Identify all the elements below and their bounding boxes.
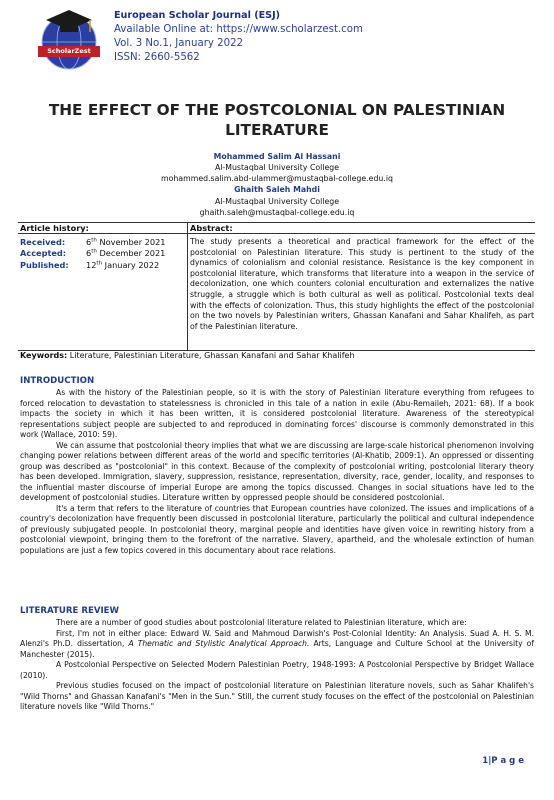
accepted-date: 6th December 2021 bbox=[86, 248, 166, 258]
logo-text: ScholarZest bbox=[47, 47, 91, 55]
column-divider bbox=[187, 223, 188, 350]
paragraph: A Postcolonial Perspective on Selected Modern Palestinian Poetry, 1948-1993: A Postcolonial Perspective by Bridget Wallace (2010). bbox=[20, 660, 534, 680]
journal-issn: ISSN: 2660-5562 bbox=[114, 52, 200, 63]
section-heading-introduction: INTRODUCTION bbox=[20, 376, 95, 386]
graduation-cap-globe-icon bbox=[34, 6, 104, 74]
author-name: Ghaith Saleh Mahdi bbox=[234, 185, 320, 194]
keywords-label: Keywords: bbox=[20, 351, 68, 360]
journal-volume: Vol. 3 No.1, January 2022 bbox=[114, 38, 244, 49]
author-affiliation: Al-Mustaqbal University College bbox=[214, 163, 340, 172]
paragraph: As with the history of the Palestinian people, so it is with the story of Palestinian literature everything from refugees to forced relocation to devastation to statelessness is chronicled in this tale of a nation in exile (Abu-Remaileh, 2021: 68). If a book impacts the society in which it has been written, it is considered postcolonial literature. Awareness of the stereotypical representations subject people are subjected to and reproduced in dominating forces' discourse is commonly demonstrated in this work (Wallace, 2010: 59). bbox=[20, 388, 534, 439]
keywords-text: Literature, Palestinian Literature, Ghassan Kanafani and Sahar Khalifeh bbox=[67, 351, 355, 360]
paper-title: THE EFFECT OF THE POSTCOLONIAL ON PALESTINIAN LITERATURE bbox=[48, 101, 506, 139]
published-date: 12th January 2022 bbox=[86, 260, 160, 270]
paragraph: First, I'm not in either place: Edward W. Said and Mahmoud Darwish's Post-Colonial Identity: An Analysis. Suad A. H. S. M. Alenzi's Ph.D. dissertation, A Thematic and Stylistic Analytical Approach. Arts, Language and Culture School at the University of Manchester (2015). bbox=[20, 628, 534, 659]
paragraph: Previous studies focused on the impact of postcolonial literature on Palestinian literature novels, such as Sahar Khalifeh's "Wild Thorns" and Ghassan Kanafani's "Men in the Sun." Still, the current study focuses on the effect of the postcolonial on Palestinian literature novels like "Wild Thorns." bbox=[20, 681, 534, 711]
author-email[interactable]: ghaith.saleh@mustaqbal-college.edu.iq bbox=[199, 208, 355, 217]
paragraph: We can assume that postcolonial theory implies that what we are discussing are large-scale historical phenomenon involving changing power relations between different areas of the world and specific territories (Al-Khatib, 2009:1). An oppressed or dissenting group was described as "postcolonial" in this context. Because of the complexity of postcolonial writing, postcolonial literary theory has been developed. Immigration, slavery, suppression, resistance, representation, diversity, race, gender, locality, and responses to the influential master discourse of imperial Europe are among the topics discussed. Changes in social situations have led to the development of postcolonial studies. Literature written by oppressed people should be considered postcolonial. bbox=[20, 440, 534, 502]
received-label: Received: bbox=[20, 237, 66, 247]
author-affiliation: Al-Mustaqbal University College bbox=[214, 197, 340, 206]
author-email[interactable]: mohammed.salim.abd-ulammer@mustaqbal-college.edu.iq bbox=[161, 174, 393, 183]
received-date: 6th November 2021 bbox=[86, 237, 166, 247]
page-number: 1|P a g e bbox=[482, 756, 524, 766]
abstract-heading: Abstract: bbox=[190, 223, 233, 233]
journal-logo bbox=[34, 6, 104, 74]
article-history-heading: Article history: bbox=[20, 223, 89, 233]
introduction-body bbox=[20, 388, 534, 556]
paragraph: There are a number of good studies about postcolonial literature related to Palestinian literature, which are: bbox=[56, 618, 467, 627]
journal-name: European Scholar Journal (ESJ) bbox=[114, 10, 281, 21]
section-heading-literature-review: LITERATURE REVIEW bbox=[20, 606, 120, 616]
accepted-label: Accepted: bbox=[20, 248, 67, 258]
literature-review-body bbox=[20, 618, 534, 713]
published-label: Published: bbox=[20, 260, 69, 270]
article-info-table bbox=[18, 222, 535, 351]
journal-url[interactable]: Available Online at: https://www.scholarzest.com bbox=[114, 24, 363, 35]
author-name: Mohammed Salim Al Hassani bbox=[213, 152, 341, 161]
keywords bbox=[20, 351, 535, 360]
table-divider bbox=[18, 233, 535, 234]
abstract-text: The study presents a theoretical and practical framework for the effect of the postcolonial on Palestinian literature. This study is pertinent to the study of the dynamics of colonialism and colonial resistance. Resistance is the key component in postcolonial literature, which transforms that literature into a weapon in the service of decolonization, one which counters colonial enculturation and externalizes the native struggle, a struggle which is both cultural as well as political. Postcolonial texts deal with the effects of colonization. Thus, this study highlights the effect of the postcolonial on the two novels by Palestinian writers, Ghassan Kanafani and Sahar Khalifeh, as part of the Palestinian literature. bbox=[190, 237, 534, 331]
paragraph: It's a term that refers to the literature of countries that European countries have colonized. The issues and implications of a country's decolonization have frequently been discussed in postcolonial literature, particularly the political and cultural independence of previously subjugated people. In postcolonial theory, marginal people and identities have given voice in rewriting history from a postcolonial viewpoint, bringing them to the forefront of the narrative. Slavery, apartheid, and the wholesale extinction of human populations are just a few topics covered in this documentary about race relations. bbox=[20, 503, 534, 555]
